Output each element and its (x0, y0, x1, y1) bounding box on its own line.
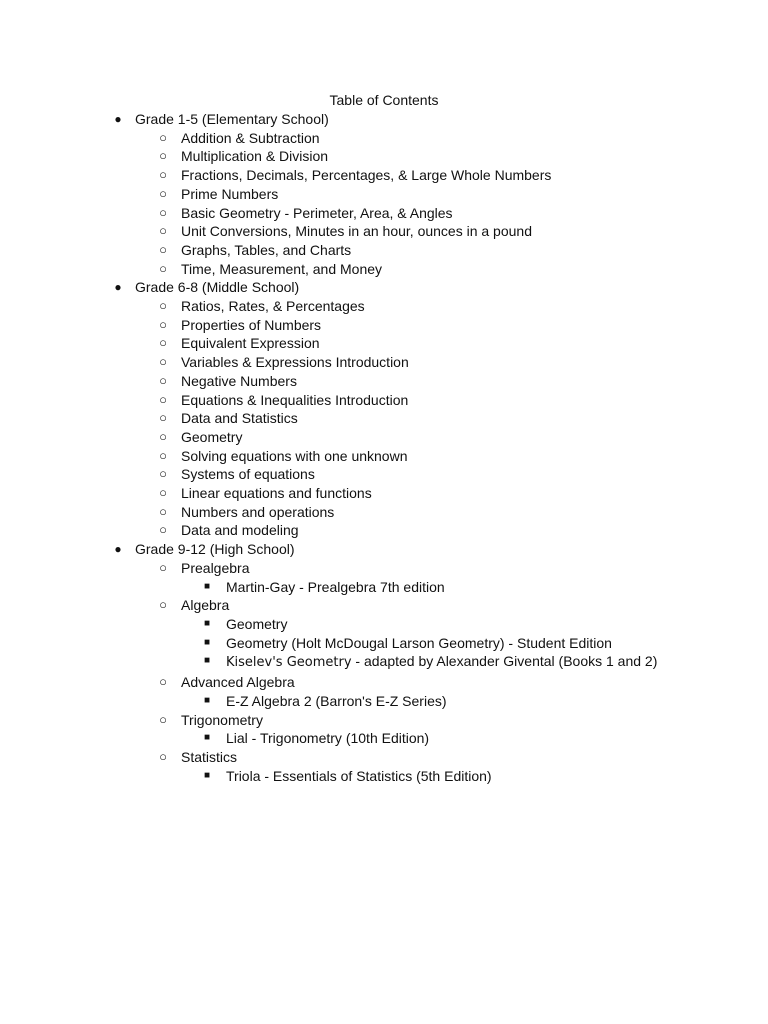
subsection-statistics (0, 748, 768, 767)
item-label: Variables & Expressions Introduction (181, 354, 409, 371)
book-label-rest: - adapted by Alexander Givental (Books 1 and 2) (351, 653, 658, 670)
list-item (0, 409, 768, 428)
section-label: Grade 6-8 (Middle School) (135, 279, 300, 296)
subsection-label: Advanced Algebra (181, 674, 295, 691)
hollow-circle-bullet-icon: ○ (159, 391, 167, 407)
book-item (0, 692, 768, 711)
list-item (0, 204, 768, 223)
item-label: Addition & Subtraction (181, 129, 320, 146)
hollow-circle-bullet-icon: ○ (159, 298, 167, 314)
hollow-circle-bullet-icon: ○ (159, 428, 167, 444)
list-item (0, 185, 768, 204)
list-item (0, 484, 768, 503)
item-label: Prime Numbers (181, 185, 279, 202)
square-bullet-icon: ■ (203, 636, 211, 648)
hollow-circle-bullet-icon: ○ (159, 354, 167, 370)
item-label: Systems of equations (181, 466, 315, 483)
book-item (0, 634, 768, 653)
book-item (0, 767, 768, 786)
book-item (0, 729, 768, 748)
list-item (0, 503, 768, 522)
book-label: E-Z Algebra 2 (Barron's E-Z Series) (226, 692, 447, 709)
hollow-circle-bullet-icon: ○ (159, 185, 167, 201)
square-bullet-icon: ■ (203, 580, 211, 592)
section-grade-6-8 (0, 278, 768, 297)
filled-circle-bullet-icon: ● (114, 280, 122, 295)
hollow-circle-bullet-icon: ○ (159, 167, 167, 183)
book-item (0, 652, 768, 673)
subsection-algebra (0, 596, 768, 615)
hollow-circle-bullet-icon: ○ (159, 204, 167, 220)
subsection-advanced-algebra (0, 673, 768, 692)
square-bullet-icon: ■ (203, 769, 211, 781)
hollow-circle-bullet-icon: ○ (159, 503, 167, 519)
page-title: Table of Contents (329, 92, 439, 108)
book-item (0, 615, 768, 634)
subsection-prealgebra (0, 559, 768, 578)
hollow-circle-bullet-icon: ○ (159, 372, 167, 388)
section-grade-1-5 (0, 110, 768, 129)
subsection-label: Trigonometry (181, 711, 263, 728)
list-item (0, 391, 768, 410)
hollow-circle-bullet-icon: ○ (159, 223, 167, 239)
list-item (0, 334, 768, 353)
list-item (0, 166, 768, 185)
subsection-label: Algebra (181, 597, 230, 614)
toc-list (0, 110, 768, 785)
list-item (0, 465, 768, 484)
hollow-circle-bullet-icon: ○ (159, 335, 167, 351)
item-label: Unit Conversions, Minutes in an hour, ounces in a pound (181, 223, 532, 240)
list-item (0, 222, 768, 241)
hollow-circle-bullet-icon: ○ (159, 522, 167, 538)
hollow-circle-bullet-icon: ○ (159, 148, 167, 164)
item-label: Time, Measurement, and Money (181, 260, 383, 277)
item-label: Multiplication & Division (181, 148, 329, 165)
book-label: Geometry (Holt McDougal Larson Geometry) - Student Edition (226, 634, 612, 651)
list-item (0, 316, 768, 335)
subsection-label: Prealgebra (181, 559, 250, 576)
item-label: Negative Numbers (181, 372, 297, 389)
hollow-circle-bullet-icon: ○ (159, 485, 167, 501)
square-bullet-icon: ■ (203, 617, 211, 629)
square-bullet-icon: ■ (203, 694, 211, 706)
book-label: Lial - Trigonometry (10th Edition) (226, 730, 430, 747)
list-item (0, 129, 768, 148)
hollow-circle-bullet-icon: ○ (159, 466, 167, 482)
list-item (0, 147, 768, 166)
hollow-circle-bullet-icon: ○ (159, 674, 167, 690)
item-label: Properties of Numbers (181, 316, 322, 333)
subsection-label: Statistics (181, 748, 238, 765)
filled-circle-bullet-icon: ● (114, 112, 122, 126)
hollow-circle-bullet-icon: ○ (159, 597, 167, 613)
item-label: Equivalent Expression (181, 335, 320, 352)
section-grade-9-12 (0, 540, 768, 559)
item-label: Basic Geometry - Perimeter, Area, & Angles (181, 204, 453, 221)
list-item (0, 447, 768, 466)
item-label: Ratios, Rates, & Percentages (181, 298, 365, 315)
list-item (0, 241, 768, 260)
list-item (0, 297, 768, 316)
section-label: Grade 9-12 (High School) (135, 541, 295, 558)
hollow-circle-bullet-icon: ○ (159, 129, 167, 145)
book-label: Geometry (226, 615, 288, 632)
hollow-circle-bullet-icon: ○ (159, 410, 167, 426)
hollow-circle-bullet-icon: ○ (159, 260, 167, 276)
hollow-circle-bullet-icon: ○ (159, 748, 167, 764)
list-item (0, 260, 768, 279)
hollow-circle-bullet-icon: ○ (159, 447, 167, 463)
item-label: Geometry (181, 428, 243, 445)
item-label: Numbers and operations (181, 503, 335, 520)
book-label: Martin-Gay - Prealgebra 7th edition (226, 578, 445, 595)
hollow-circle-bullet-icon: ○ (159, 711, 167, 727)
list-item (0, 521, 768, 540)
hollow-circle-bullet-icon: ○ (159, 559, 167, 575)
subsection-trigonometry (0, 711, 768, 730)
square-bullet-icon: ■ (203, 732, 211, 744)
book-name-alt-font: Kiselev's Geometry (226, 655, 352, 671)
hollow-circle-bullet-icon: ○ (159, 316, 167, 332)
item-label: Solving equations with one unknown (181, 447, 408, 464)
filled-circle-bullet-icon: ● (114, 542, 122, 557)
item-label: Data and Statistics (181, 410, 298, 427)
item-label: Data and modeling (181, 522, 299, 539)
list-item (0, 428, 768, 447)
book-label: Triola - Essentials of Statistics (5th Edition) (226, 767, 492, 784)
item-label: Graphs, Tables, and Charts (181, 241, 352, 258)
item-label: Linear equations and functions (181, 485, 372, 502)
book-item (0, 578, 768, 597)
item-label: Fractions, Decimals, Percentages, & Large Whole Numbers (181, 167, 552, 184)
square-bullet-icon: ■ (203, 655, 211, 667)
hollow-circle-bullet-icon: ○ (159, 241, 167, 257)
list-item (0, 353, 768, 372)
item-label: Equations & Inequalities Introduction (181, 391, 409, 408)
list-item (0, 372, 768, 391)
section-label: Grade 1-5 (Elementary School) (135, 111, 329, 127)
